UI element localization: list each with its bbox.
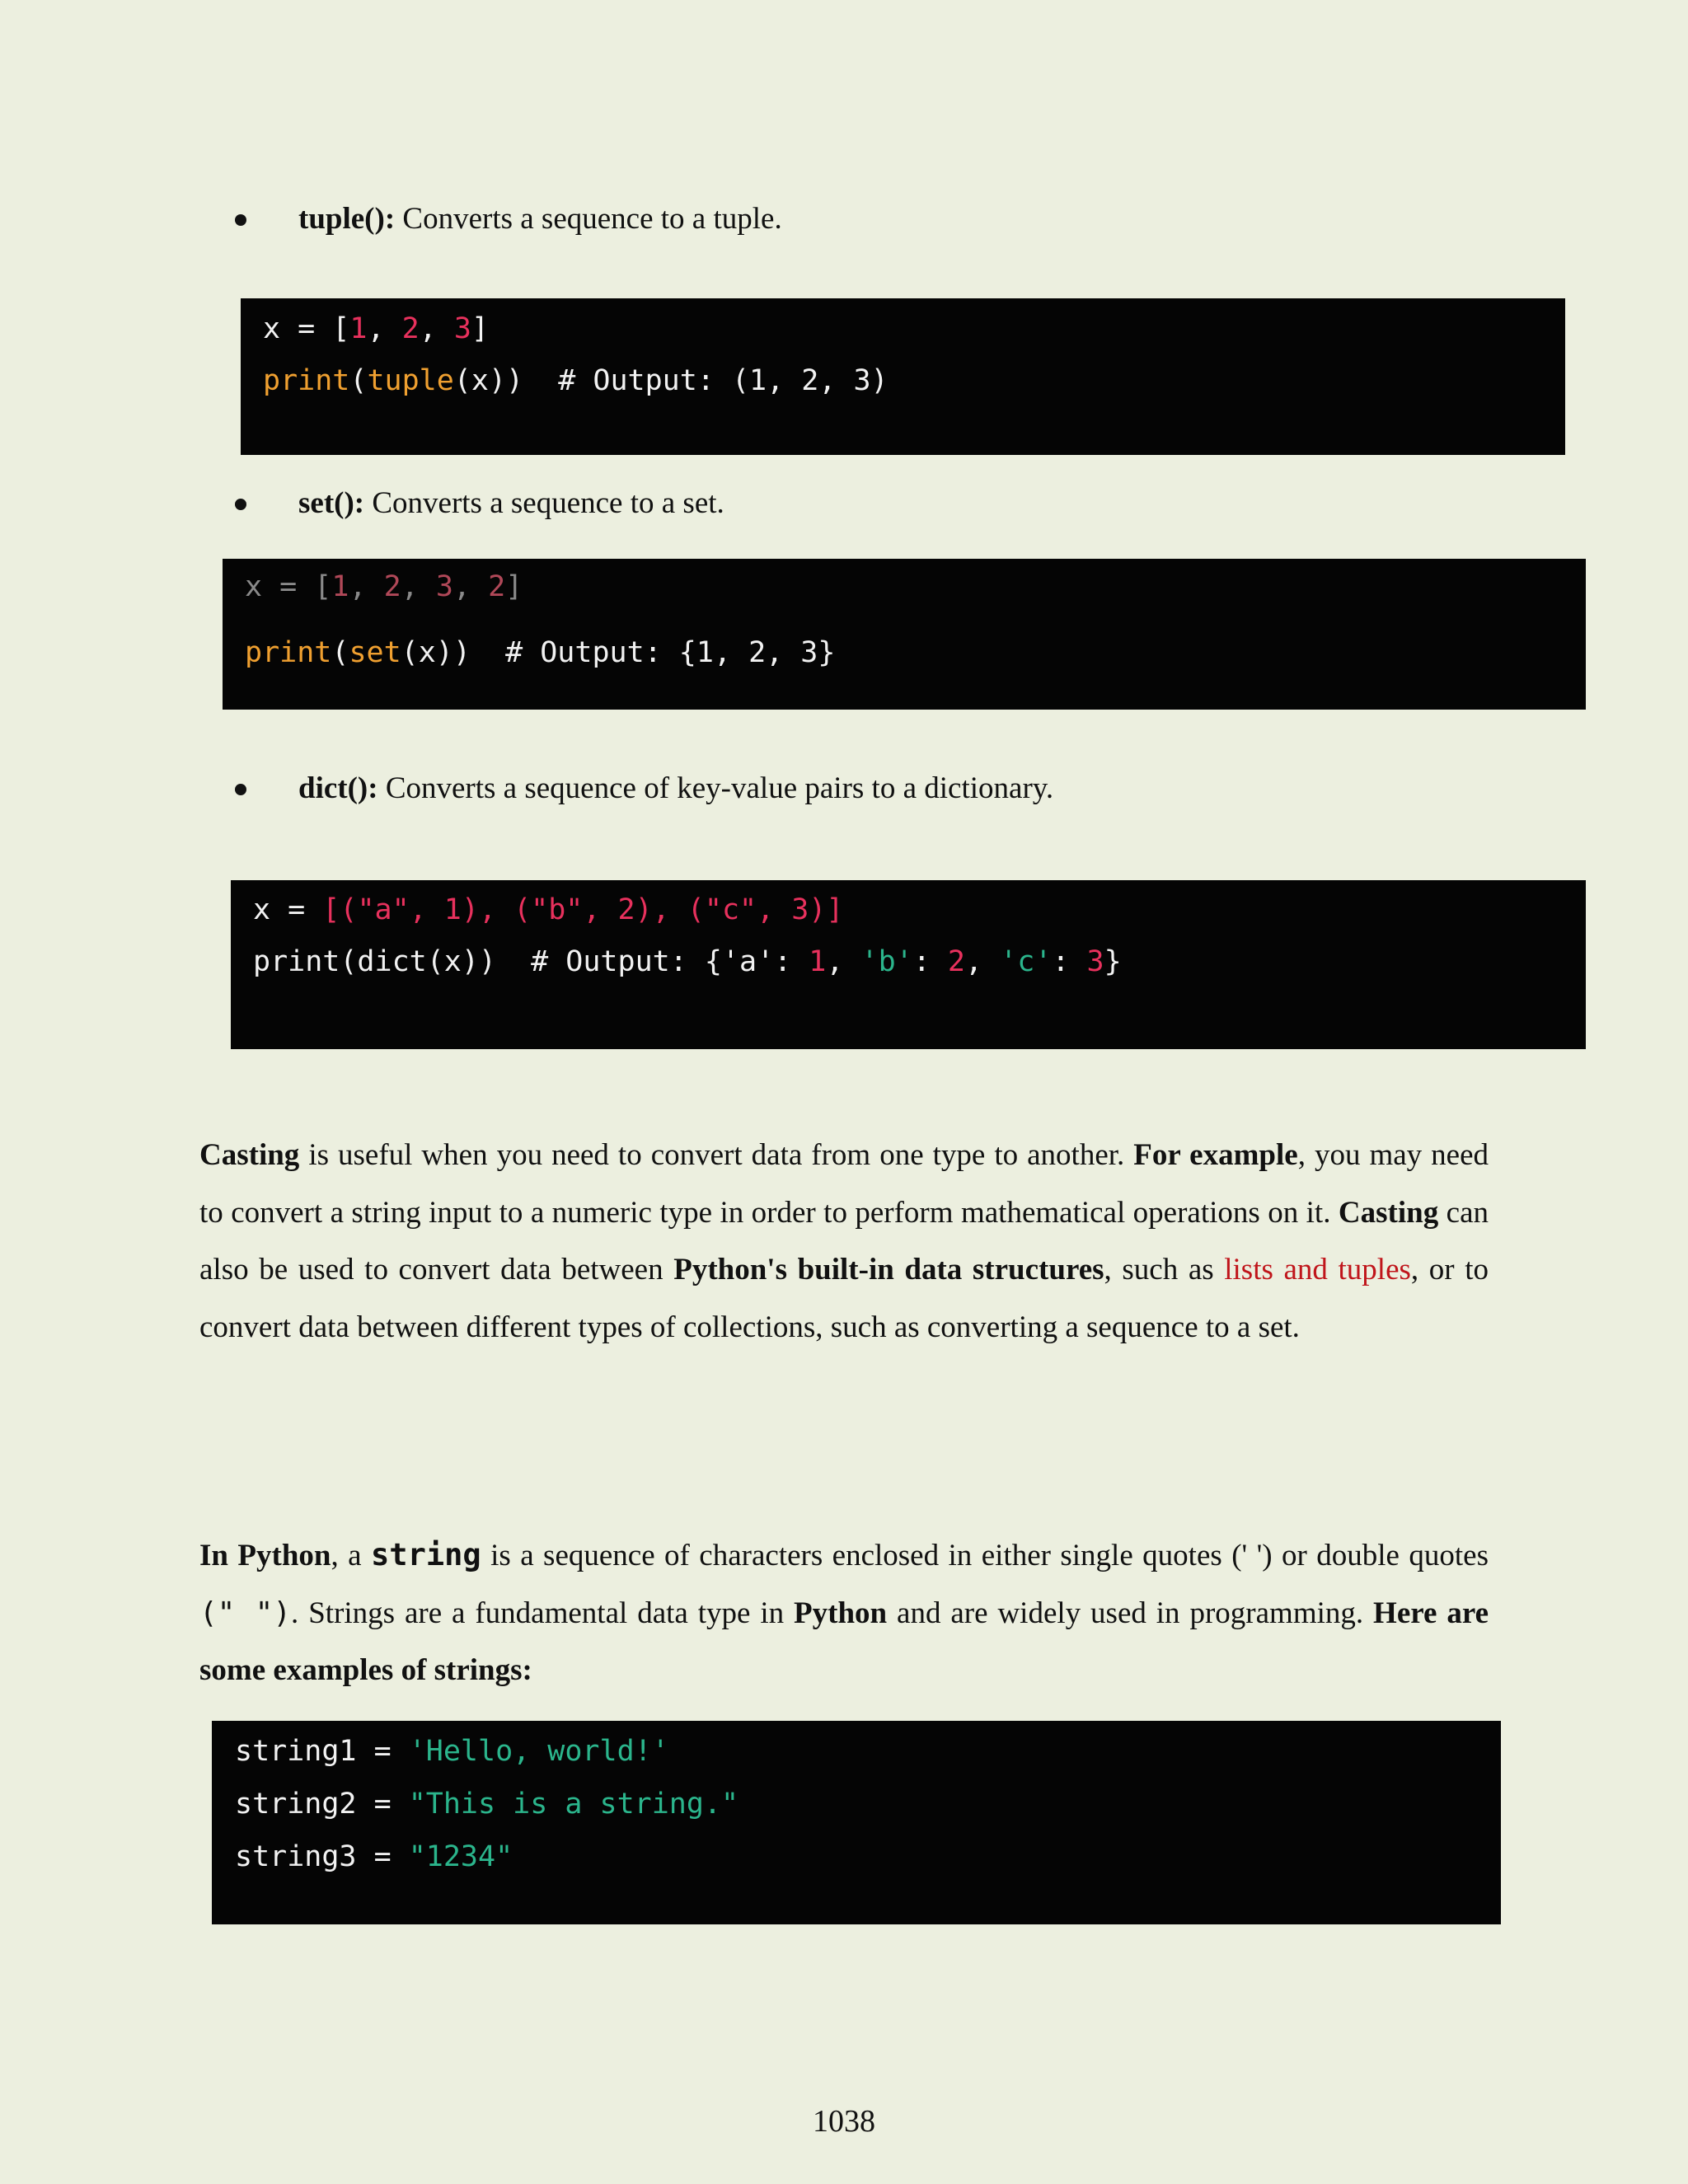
code-line xyxy=(253,943,1122,981)
bullet-dict xyxy=(247,768,1053,809)
code-token: , xyxy=(419,312,454,345)
code-block-tuple xyxy=(241,298,1565,455)
code-token: , xyxy=(452,570,489,603)
code-token: x = [ xyxy=(263,312,350,345)
code-string: "This is a string." xyxy=(408,1788,739,1821)
bold-term: For example xyxy=(1133,1138,1298,1172)
bold-term: Python's built-in data structures xyxy=(673,1253,1104,1286)
code-list-literal: [("a", 1), ("b", 2), ("c", 3)] xyxy=(322,893,844,926)
code-line xyxy=(235,1732,669,1770)
bullet-dot xyxy=(235,214,246,226)
paragraph-text: and are widely used in programming. xyxy=(887,1596,1374,1630)
bullet-dot xyxy=(235,784,246,795)
page-number: 1038 xyxy=(813,2104,875,2139)
paragraph-strings xyxy=(199,1526,1489,1699)
code-token: } xyxy=(1104,945,1122,978)
code-string: 'b' xyxy=(860,945,913,978)
bullet-term: dict(): xyxy=(298,771,378,805)
code-line xyxy=(245,634,835,672)
code-token: string1 = xyxy=(235,1735,409,1768)
bold-term: Casting xyxy=(199,1138,300,1172)
bullet-desc: Converts a sequence of key-value pairs to a dictionary. xyxy=(377,771,1054,805)
code-token: string3 = xyxy=(235,1840,409,1873)
code-string: 'Hello, world!' xyxy=(408,1735,669,1768)
bold-term: Casting xyxy=(1338,1195,1439,1230)
code-line xyxy=(263,310,489,348)
code-function: print xyxy=(245,636,332,669)
bullet-set xyxy=(247,483,724,524)
bold-term: Here are some examples of strings: xyxy=(199,1596,1489,1687)
code-token: : xyxy=(1052,945,1087,978)
code-token: print(dict(x)) # Output: {'a': xyxy=(253,945,809,978)
paragraph-text: , a xyxy=(331,1539,372,1572)
code-line xyxy=(235,1785,738,1823)
paragraph-text: . Strings are a fundamental data type in xyxy=(291,1596,795,1630)
code-function: tuple xyxy=(367,364,454,397)
code-token: , xyxy=(367,312,402,345)
code-block-strings xyxy=(212,1721,1501,1924)
bullet-desc: Converts a sequence to a tuple. xyxy=(395,202,782,236)
code-token: , xyxy=(964,945,1001,978)
code-token: ( xyxy=(349,364,368,397)
code-block-dict xyxy=(231,880,1586,1049)
code-number: 2 xyxy=(383,570,401,603)
code-number: 2 xyxy=(488,570,506,603)
paragraph-text: , such as xyxy=(1104,1253,1225,1286)
code-line xyxy=(235,1838,513,1876)
inline-code: string xyxy=(371,1537,481,1572)
code-line xyxy=(263,362,889,400)
bullet-dot xyxy=(235,499,246,510)
code-token: , xyxy=(349,570,384,603)
code-token: x = xyxy=(253,893,323,926)
paragraph-text: , or to convert data between different types of collections, such as converting a sequence to a set. xyxy=(199,1253,1489,1344)
paragraph-text: is a sequence of characters enclosed in either single quotes (' ') or double quotes xyxy=(481,1539,1489,1572)
link-lists-and-tuples[interactable]: lists and tuples xyxy=(1224,1253,1411,1286)
code-number: 1 xyxy=(809,945,827,978)
code-token: x = [ xyxy=(245,570,332,603)
bullet-term: tuple(): xyxy=(298,202,396,236)
code-token: : xyxy=(912,945,948,978)
paragraph-text: can also be used to convert data between xyxy=(199,1195,1489,1286)
bold-term: Python xyxy=(794,1596,888,1630)
code-token: , xyxy=(401,570,436,603)
code-token: string2 = xyxy=(235,1788,409,1821)
code-function: set xyxy=(349,636,401,669)
code-number: 3 xyxy=(435,570,453,603)
bullet-desc: Converts a sequence to a set. xyxy=(364,486,724,520)
code-string: "1234" xyxy=(408,1840,513,1873)
code-token: (x)) # Output: {1, 2, 3} xyxy=(401,636,836,669)
code-line xyxy=(245,568,523,606)
paragraph-text: , you may need to convert a string input to a numeric type in order to perform mathematical operations on it. xyxy=(199,1138,1489,1230)
paragraph-casting xyxy=(199,1127,1489,1356)
paragraph-text: is useful when you need to convert data from one type to another. xyxy=(299,1138,1134,1172)
code-token: ] xyxy=(471,312,489,345)
code-token: , xyxy=(826,945,861,978)
inline-code: (" ") xyxy=(199,1596,292,1630)
code-number: 2 xyxy=(947,945,965,978)
code-string: 'c' xyxy=(1000,945,1053,978)
code-token: (x)) # Output: (1, 2, 3) xyxy=(453,364,889,397)
code-number: 1 xyxy=(349,312,368,345)
code-token: ] xyxy=(505,570,523,603)
code-number: 2 xyxy=(401,312,420,345)
code-function: print xyxy=(263,364,350,397)
bold-term: In Python xyxy=(199,1539,331,1572)
code-token: ( xyxy=(331,636,349,669)
code-line xyxy=(253,891,843,929)
bullet-tuple xyxy=(247,199,782,240)
bullet-term: set(): xyxy=(298,486,365,520)
code-number: 3 xyxy=(453,312,471,345)
code-block-set xyxy=(223,559,1586,710)
code-number: 3 xyxy=(1086,945,1104,978)
code-number: 1 xyxy=(331,570,349,603)
